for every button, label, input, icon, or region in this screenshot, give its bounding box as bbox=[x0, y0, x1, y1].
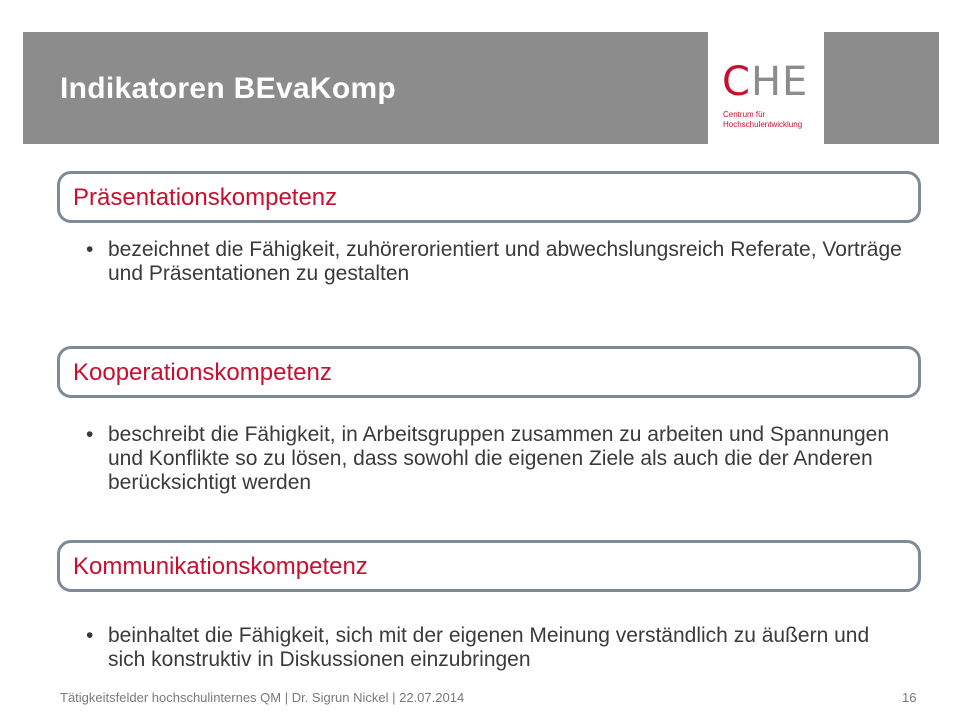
section-box-kommunikation bbox=[57, 540, 921, 592]
section-title: Kooperationskompetenz bbox=[73, 359, 332, 386]
bullet-marker: • bbox=[86, 624, 94, 647]
logo-mark bbox=[722, 59, 809, 105]
page-title: Indikatoren BEvaKomp bbox=[60, 72, 397, 105]
che-logo bbox=[708, 32, 824, 144]
page-number: 16 bbox=[902, 690, 917, 705]
section-title: Präsentationskompetenz bbox=[73, 184, 338, 211]
logo-subtitle bbox=[723, 110, 802, 130]
bullet-text: bezeichnet die Fähigkeit, zuhörerorientiert und abwechslungsreich Referate, Vorträge und Präsentationen zu gestalten bbox=[108, 238, 902, 285]
bullet-text: beinhaltet die Fähigkeit, sich mit der eigenen Meinung verständlich zu äußern und sich konstruktiv in Diskussionen einzubringen bbox=[108, 624, 870, 671]
logo-subtitle-line1: Centrum für bbox=[723, 110, 766, 119]
bullet-marker: • bbox=[86, 238, 94, 261]
logo-mark-he: HE bbox=[750, 59, 809, 105]
logo-subtitle-line2: Hochschulentwicklung bbox=[723, 120, 803, 129]
bullet-text: beschreibt die Fähigkeit, in Arbeitsgruppen zusammen zu arbeiten und Spannungen und Konflikte so zu lösen, dass sowohl die eigenen Ziele als auch die der Anderen berücksichtigt werden bbox=[108, 423, 890, 494]
section-title: Kommunikationskompetenz bbox=[73, 553, 368, 580]
logo-mark-c: C bbox=[722, 59, 751, 105]
section-box-praesentation bbox=[57, 171, 921, 223]
footer-text: Tätigkeitsfelder hochschulinternes QM | Dr. Sigrun Nickel | 22.07.2014 bbox=[60, 690, 465, 705]
section-box-kooperation bbox=[57, 346, 921, 398]
bullet-marker: • bbox=[86, 423, 94, 446]
